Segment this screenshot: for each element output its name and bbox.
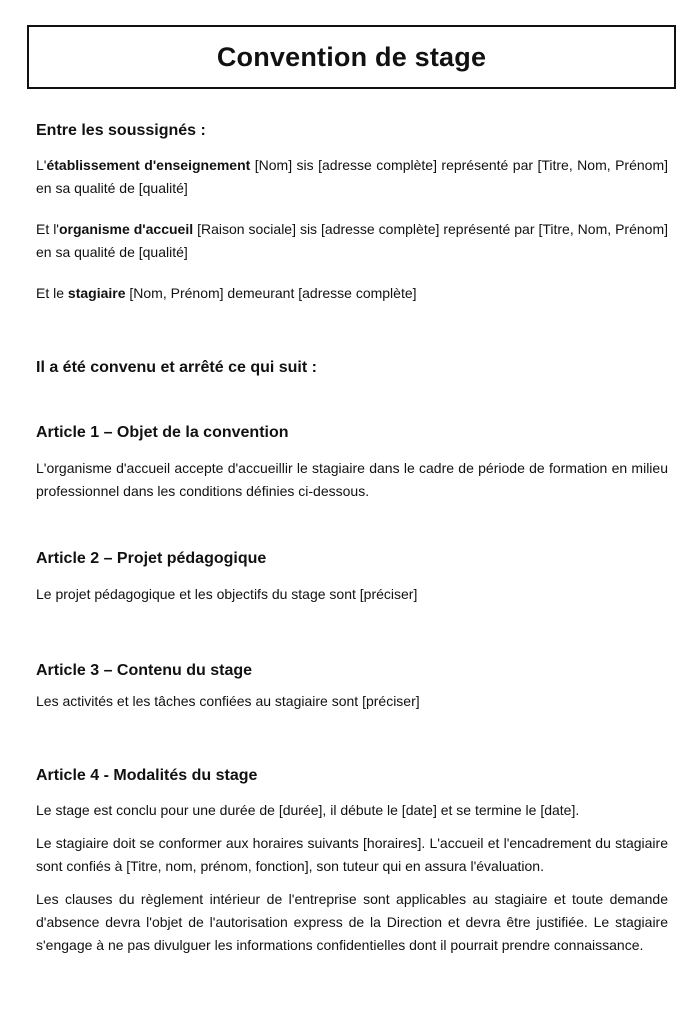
article-1-heading: Article 1 – Objet de la convention <box>36 424 289 441</box>
party-host-prefix: Et l' <box>36 221 59 237</box>
party-institution <box>36 154 668 200</box>
party-host-label: organisme d'accueil <box>58 221 194 237</box>
party-intern-prefix: Et le <box>36 285 68 301</box>
title-box <box>27 25 676 89</box>
parties-heading: Entre les soussignés : <box>36 122 206 139</box>
article-4-paragraph-2: Le stagiaire doit se conformer aux horaires suivants [horaires]. L'accueil et l'encadrement du stagiaire sont confiés à [Titre, nom, prénom, fonction], son tuteur qui en assura l'évaluation. <box>36 835 668 874</box>
article-4-heading: Article 4 - Modalités du stage <box>36 767 258 784</box>
article-3-heading: Article 3 – Contenu du stage <box>36 662 253 679</box>
article-4-paragraph-1: Le stage est conclu pour une durée de [durée], il débute le [date] et se termine le [date]. <box>36 802 580 818</box>
party-host-text: [Raison sociale] sis [adresse complète] représenté par [Titre, Nom, Prénom] en sa qualité de [qualité] <box>36 221 668 260</box>
party-intern-text: [Nom, Prénom] demeurant [adresse complète] <box>125 285 417 301</box>
document-body <box>36 118 668 957</box>
party-institution-prefix: L' <box>36 157 47 173</box>
party-intern-label: stagiaire <box>67 285 126 301</box>
article-1-text: L'organisme d'accueil accepte d'accueillir le stagiaire dans le cadre de période de formation en milieu professionnel dans les conditions définies ci-dessous. <box>36 460 668 499</box>
party-institution-label: établissement d'enseignement <box>46 157 251 173</box>
agreed-heading: Il a été convenu et arrêté ce qui suit : <box>36 359 317 376</box>
document-title: Convention de stage <box>216 41 487 72</box>
article-2-heading: Article 2 – Projet pédagogique <box>36 550 267 567</box>
party-institution-text: [Nom] sis [adresse complète] représenté par [Titre, Nom, Prénom] en sa qualité de [qualité] <box>36 157 668 196</box>
article-3-text: Les activités et les tâches confiées au stagiaire sont [préciser] <box>36 693 420 709</box>
article-2-text: Le projet pédagogique et les objectifs du stage sont [préciser] <box>36 586 418 602</box>
article-4-paragraph-3: Les clauses du règlement intérieur de l'entreprise sont applicables au stagiaire et toute demande d'absence devra l'objet de l'autorisation express de la Direction et devra être justifiée. Le stagiaire s'engage à ne pas divulguer les informations confidentielles dont il pourrait prendre connaissance. <box>36 891 668 953</box>
party-intern <box>36 282 668 305</box>
party-host <box>36 218 668 264</box>
